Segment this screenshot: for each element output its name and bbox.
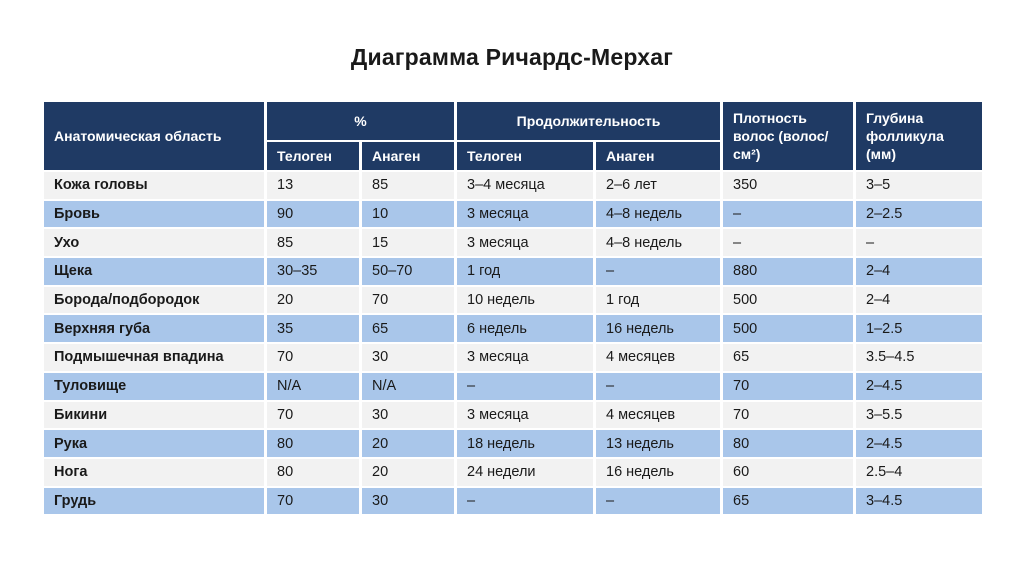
cell-area: Кожа головы — [44, 172, 264, 199]
cell-duration-anagen: – — [596, 488, 720, 515]
header-percent: % — [267, 102, 454, 140]
cell-area: Щека — [44, 258, 264, 285]
header-duration: Продолжительность — [457, 102, 720, 140]
cell-area: Рука — [44, 430, 264, 457]
table-row — [44, 172, 982, 199]
cell-duration-telogen: 3 месяца — [457, 402, 593, 429]
cell-duration-anagen: 4–8 недель — [596, 229, 720, 256]
cell-depth: 3–4.5 — [856, 488, 982, 515]
cell-depth: 3–5 — [856, 172, 982, 199]
cell-percent-anagen: 20 — [362, 430, 454, 457]
cell-duration-telogen: 3 месяца — [457, 229, 593, 256]
cell-depth: 2–4.5 — [856, 373, 982, 400]
cell-depth: 1–2.5 — [856, 315, 982, 342]
table-row — [44, 287, 982, 314]
cell-density: 500 — [723, 287, 853, 314]
cell-area: Грудь — [44, 488, 264, 515]
cell-duration-telogen: – — [457, 373, 593, 400]
cell-percent-telogen: 80 — [267, 430, 359, 457]
cell-percent-telogen: 70 — [267, 344, 359, 371]
cell-area: Нога — [44, 459, 264, 486]
table-row — [44, 488, 982, 515]
cell-depth: 3.5–4.5 — [856, 344, 982, 371]
cell-duration-anagen: 4 месяцев — [596, 344, 720, 371]
cell-density: 80 — [723, 430, 853, 457]
cell-percent-anagen: 70 — [362, 287, 454, 314]
cell-percent-anagen: 30 — [362, 402, 454, 429]
cell-duration-telogen: 3 месяца — [457, 344, 593, 371]
table-row — [44, 402, 982, 429]
cell-area: Туловище — [44, 373, 264, 400]
subheader-percent-telogen: Телоген — [267, 142, 359, 170]
cell-depth: 2–4 — [856, 258, 982, 285]
cell-density: 70 — [723, 402, 853, 429]
cell-density: 65 — [723, 344, 853, 371]
table-row — [44, 430, 982, 457]
page-title: Диаграмма Ричардс-Мерхаг — [350, 44, 674, 70]
table-row — [44, 373, 982, 400]
cell-area: Верхняя губа — [44, 315, 264, 342]
subheader-duration-telogen: Телоген — [457, 142, 593, 170]
cell-percent-telogen: 90 — [267, 201, 359, 228]
header-row — [44, 102, 982, 140]
cell-density: 350 — [723, 172, 853, 199]
cell-percent-anagen: 30 — [362, 344, 454, 371]
header-depth: Глубина фолликула (мм) — [856, 102, 982, 170]
cell-depth: 2–4 — [856, 287, 982, 314]
subheader-percent-anagen: Анаген — [362, 142, 454, 170]
cell-depth: 2–2.5 — [856, 201, 982, 228]
cell-area: Бикини — [44, 402, 264, 429]
cell-depth: 2.5–4 — [856, 459, 982, 486]
hair-data-table — [41, 100, 985, 516]
cell-percent-anagen: N/A — [362, 373, 454, 400]
cell-percent-anagen: 65 — [362, 315, 454, 342]
cell-duration-telogen: – — [457, 488, 593, 515]
cell-duration-anagen: 2–6 лет — [596, 172, 720, 199]
cell-duration-anagen: 1 год — [596, 287, 720, 314]
cell-percent-telogen: 80 — [267, 459, 359, 486]
table-row — [44, 459, 982, 486]
cell-percent-anagen: 10 — [362, 201, 454, 228]
cell-duration-anagen: 16 недель — [596, 459, 720, 486]
cell-depth: 2–4.5 — [856, 430, 982, 457]
cell-duration-anagen: 4 месяцев — [596, 402, 720, 429]
cell-percent-anagen: 85 — [362, 172, 454, 199]
cell-percent-telogen: 85 — [267, 229, 359, 256]
cell-duration-telogen: 3–4 месяца — [457, 172, 593, 199]
cell-area: Борода/подбородок — [44, 287, 264, 314]
cell-density: 880 — [723, 258, 853, 285]
cell-duration-anagen: 13 недель — [596, 430, 720, 457]
cell-duration-telogen: 1 год — [457, 258, 593, 285]
table-row — [44, 201, 982, 228]
cell-duration-anagen: – — [596, 258, 720, 285]
cell-percent-telogen: 20 — [267, 287, 359, 314]
header-density: Плотность волос (волос/см²) — [723, 102, 853, 170]
table-row — [44, 229, 982, 256]
cell-duration-telogen: 10 недель — [457, 287, 593, 314]
cell-duration-telogen: 3 месяца — [457, 201, 593, 228]
cell-percent-anagen: 30 — [362, 488, 454, 515]
table-row — [44, 344, 982, 371]
cell-depth: 3–5.5 — [856, 402, 982, 429]
cell-duration-anagen: 16 недель — [596, 315, 720, 342]
cell-area: Бровь — [44, 201, 264, 228]
cell-percent-telogen: N/A — [267, 373, 359, 400]
cell-percent-telogen: 35 — [267, 315, 359, 342]
cell-density: – — [723, 229, 853, 256]
cell-duration-anagen: 4–8 недель — [596, 201, 720, 228]
cell-area: Подмышечная впадина — [44, 344, 264, 371]
subheader-duration-anagen: Анаген — [596, 142, 720, 170]
table-row — [44, 315, 982, 342]
table-body — [44, 172, 982, 514]
cell-duration-telogen: 18 недель — [457, 430, 593, 457]
cell-percent-anagen: 15 — [362, 229, 454, 256]
cell-duration-anagen: – — [596, 373, 720, 400]
cell-depth: – — [856, 229, 982, 256]
cell-density: 70 — [723, 373, 853, 400]
cell-percent-telogen: 70 — [267, 488, 359, 515]
cell-percent-anagen: 20 — [362, 459, 454, 486]
cell-percent-anagen: 50–70 — [362, 258, 454, 285]
table-row — [44, 258, 982, 285]
cell-area: Ухо — [44, 229, 264, 256]
cell-duration-telogen: 6 недель — [457, 315, 593, 342]
cell-duration-telogen: 24 недели — [457, 459, 593, 486]
cell-density: – — [723, 201, 853, 228]
cell-density: 60 — [723, 459, 853, 486]
header-area: Анатомическая область — [44, 102, 264, 170]
cell-percent-telogen: 30–35 — [267, 258, 359, 285]
cell-density: 65 — [723, 488, 853, 515]
cell-percent-telogen: 70 — [267, 402, 359, 429]
cell-density: 500 — [723, 315, 853, 342]
cell-percent-telogen: 13 — [267, 172, 359, 199]
